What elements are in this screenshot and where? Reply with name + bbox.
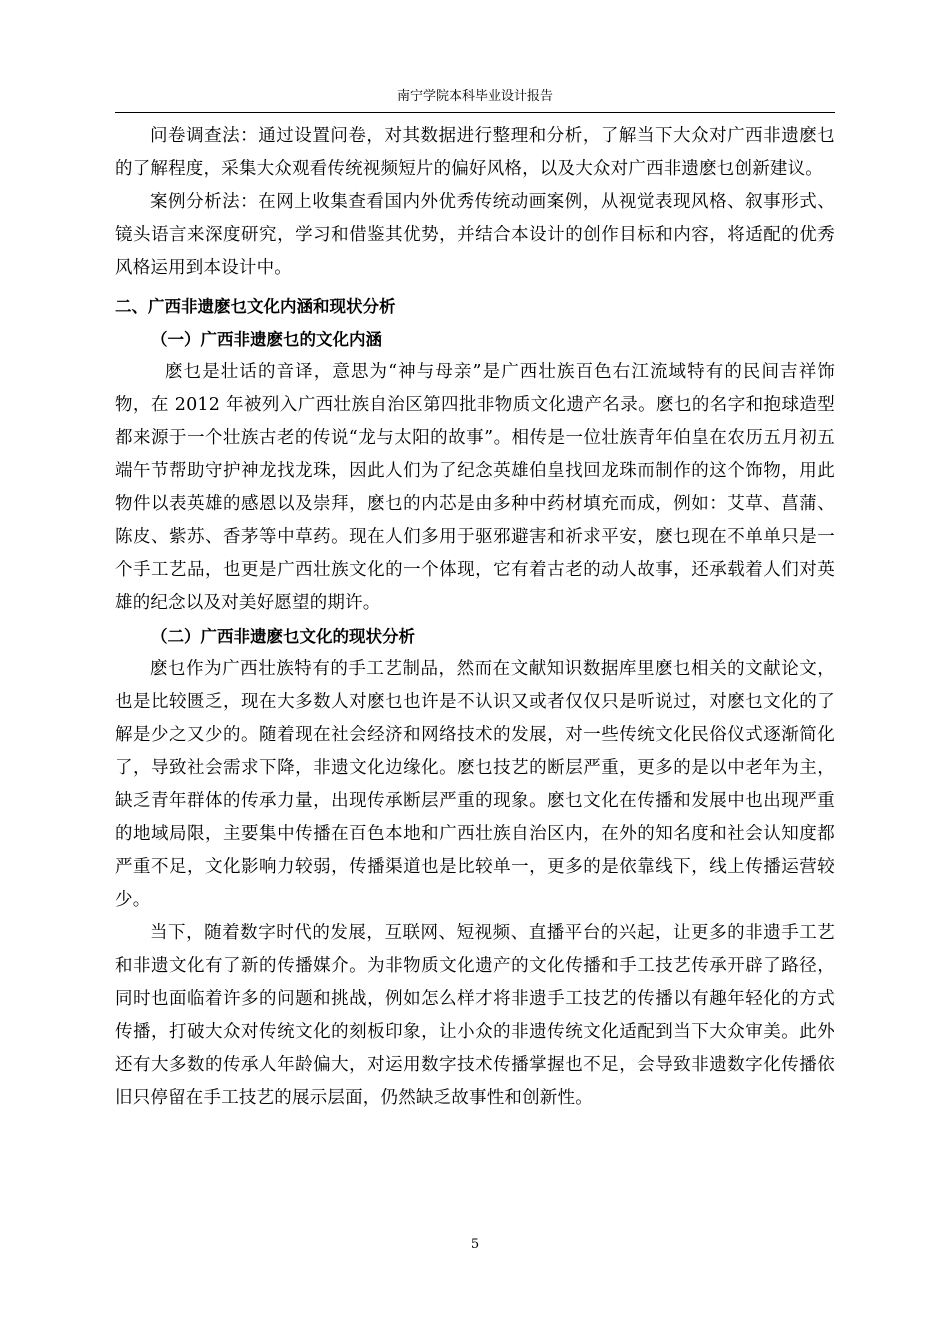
section-heading-2: 二、广西非遗麽乜文化内涵和现状分析 bbox=[115, 297, 396, 316]
paragraph-case-analysis-method: 案例分析法：在网上收集查看国内外优秀传统动画案例，从视觉表现风格、叙事形式、镜头语言来深度研究，学习和借鉴其优势，并结合本设计的创作目标和内容，将适配的优秀风格运用到本设计中。 bbox=[115, 192, 835, 278]
running-header: 南宁学院本科毕业设计报告 bbox=[396, 89, 553, 104]
paragraph-questionnaire-method: 问卷调查法：通过设置问卷，对其数据进行整理和分析，了解当下大众对广西非遗麽乜的了解程度，采集大众观看传统视频短片的偏好风格，以及大众对广西非遗麽乜创新建议。 bbox=[115, 126, 835, 179]
subsection-heading-2: （二）广西非遗麽乜文化的现状分析 bbox=[151, 627, 415, 646]
body-text bbox=[115, 120, 835, 1115]
header-divider bbox=[115, 112, 835, 113]
page-number: 5 bbox=[470, 1237, 480, 1252]
paragraph-cultural-connotation: 麽乜是壮话的音译，意思为“神与母亲”是广西壮族百色右江流域特有的民间吉祥饰物，在 2012 年被列入广西壮族自治区第四批非物质文化遗产名录。麽乜的名字和抱球造型都来源于一个壮族古老的传说“龙与太阳的故事”。相传是一位壮族青年伯皇在农历五月初五端午节帮助守护神龙找龙珠，因此人们为了纪念英雄伯皇找回龙珠而制作的这个饰物，用此物件以表英雄的感恩以及崇拜，麽乜的内芯是由多种中药材填充而成，例如：艾草、菖蒲、陈皮、紫苏、香茅等中草药。现在人们多用于驱邪避害和祈求平安，麽乜现在不单单只是一个手工艺品，也更是广西壮族文化的一个体现，它有着古老的动人故事，还承载着人们对英雄的纪念以及对美好愿望的期许。 bbox=[115, 362, 835, 613]
paragraph-digital-era: 当下，随着数字时代的发展，互联网、短视频、直播平台的兴起，让更多的非遗手工艺和非遗文化有了新的传播媒介。为非物质文化遗产的文化传播和手工技艺传承开辟了路径，同时也面临着许多的问题和挑战，例如怎么样才将非遗手工技艺的传播以有趣年轻化的方式传播，打破大众对传统文化的刻板印象，让小众的非遗传统文化适配到当下大众审美。此外还有大多数的传承人年龄偏大，对运用数字技术传播掌握也不足，会导致非遗数字化传播依旧只停留在手工技艺的展示层面，仍然缺乏故事性和创新性。 bbox=[115, 923, 835, 1108]
subsection-heading-1: （一）广西非遗麽乜的文化内涵 bbox=[151, 330, 382, 349]
paragraph-current-status: 麽乜作为广西壮族特有的手工艺制品，然而在文献知识数据库里麽乜相关的文献论文，也是比较匮乏，现在大多数人对麽乜也许是不认识又或者仅仅只是听说过，对麽乜文化的了解是少之又少的。随着现在社会经济和网络技术的发展，对一些传统文化民俗仪式逐渐简化了，导致社会需求下降，非遗文化边缘化。麽乜技艺的断层严重，更多的是以中老年为主，缺乏青年群体的传承力量，出现传承断层严重的现象。麽乜文化在传播和发展中也出现严重的地域局限，主要集中传播在百色本地和广西壮族自治区内，在外的知名度和社会认知度都严重不足，文化影响力较弱，传播渠道也是比较单一，更多的是依靠线下，线上传播运营较少。 bbox=[115, 659, 835, 910]
